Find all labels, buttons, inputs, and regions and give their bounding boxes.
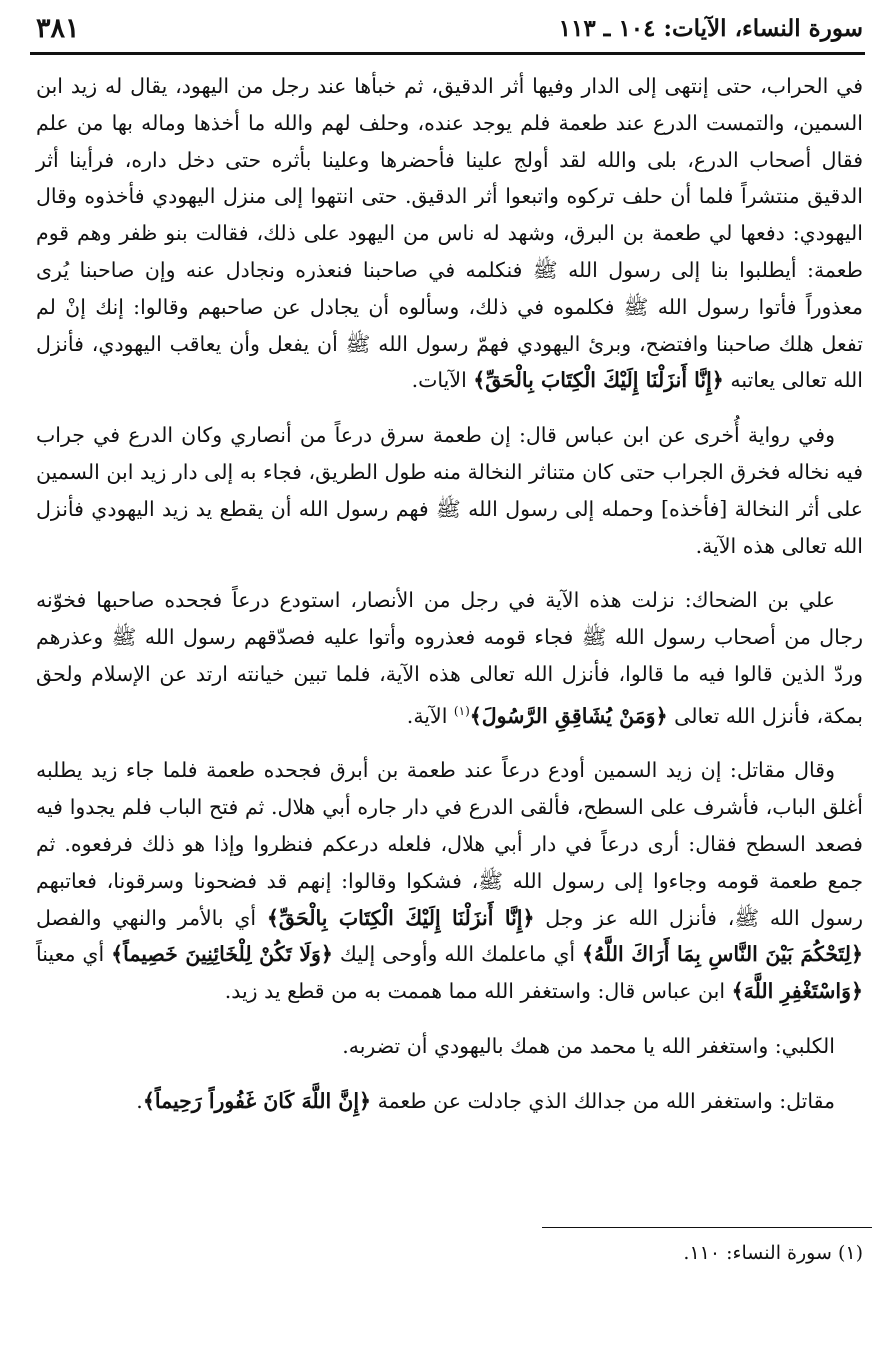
running-head: سورة النساء، الآيات: ١٠٤ ـ ١١٣ [558, 14, 863, 42]
footnote-rule [542, 1227, 872, 1228]
quran-quote: ﴿وَلَا تَكُنْ لِلْخَائِنِينَ خَصِيماً﴾ [111, 942, 333, 967]
quran-quote: ﴿لِتَحْكُمَ بَيْنَ النَّاسِ بِمَا أَرَاكَ اللَّهُ﴾ [582, 942, 864, 967]
text-span: الآيات. [411, 368, 474, 393]
main-text [36, 68, 863, 1120]
quran-quote: ﴿وَمَنْ يُشَاقِقِ الرَّسُولَ﴾ [469, 703, 668, 728]
text-span: الكلبي: واستغفر الله يا محمد من همك باليهودي أن تضربه. [342, 1033, 835, 1058]
text-span: وقال مقاتل: إن زيد السمين أودع درعاً عند طعمة بن أبرق فجحده طعمة فلما جاء زيد يطلبه أغلق الباب، فأشرف على السطح، فألقى الدرع في دار جاره أبي هلال. ثم فتح الباب فلم يجدوا فيه فصعد السطح فقال: أرى درعاً في دار أبي هلال، فلعله درعكم فنظروا وإذا هو ذلك فرفعوه. ثم جمع طعمة قومه وجاءوا إلى رسول الله ﷺ، فشكوا وقالوا: إنهم قد فضحونا وسرقونا، فعاتبهم رسول الله ﷺ، فأنزل الله عز وجل [36, 758, 863, 930]
text-span: علي بن الضحاك: نزلت هذه الآية في رجل من الأنصار، استودع درعاً فجحده صاحبها فخوّنه رجال من أصحاب رسول الله ﷺ فجاء قومه فعذروه وأتوا عليه فصدّقهم رسول الله ﷺ وعذرهم وردّ الذين قالوا فيه ما قالوا، فأنزل الله تعالى هذه الآية، فلما تبين خيانته ارتد عن الإسلام ولحق بمكة، فأنزل الله تعالى [36, 588, 863, 728]
footnote-ref: (١) [453, 703, 470, 718]
text-span: وفي رواية أُخرى عن ابن عباس قال: إن طعمة سرق درعاً من أنصاري وكان الدرع في جراب فيه نخاله فخرق الجراب حتى كان متناثر النخالة منه طول الطريق، فجاء به إلى دار زيد ابن السمين على أثر النخالة [فأخذه] وحمله إلى رسول الله ﷺ فهم رسول الله أن يقطع يد زيد اليهودي فأنزل الله تعالى هذه الآية. [36, 423, 863, 558]
footnote: (١) سورة النساء: ١١٠. [683, 1242, 863, 1264]
quran-quote: ﴿إِنَّ اللَّهَ كَانَ غَفُوراً رَحِيماً﴾ [142, 1088, 372, 1113]
text-span: الآية. [406, 703, 454, 728]
paragraph [36, 1028, 863, 1065]
page-header [36, 6, 863, 50]
text-span: في الحراب، حتى إنتهى إلى الدار وفيها أثر الدقيق، ثم خبأها عند رجل من اليهود، يقال له زيد ابن السمين، والتمست الدرع عند طعمة فلم يوجد عنده، وحلف لهم والله ما أخذها وماله بها من علم فقال أصحاب الدرع، بلى والله لقد أولج علينا فأحضرها وعلينا بأثره حتى دخل داره، فرأينا أثر الدقيق منتشراً فلما أن حلف تركوه واتبعوا أثر الدقيق. حتى انتهوا إلى منزل اليهودي فأخذوه وقال اليهودي: دفعها لي طعمة بن البرق، وشهد له ناس من اليهود على ذلك، فقالت بنو ظفر وهم قوم طعمة: أيطلبوا بنا إلى رسول الله ﷺ فنكلمه في صاحبنا فنعذره ونجادل عنه وإن صاحبنا يُرى معذوراً فأتوا رسول الله ﷺ فكلموه في ذلك، وسألوه أن يجادل عن صاحبهم وقالوا: إنك إنْ لم تفعل هلك صاحبنا وافتضح، وبرئ اليهودي فهمّ رسول الله ﷺ أن يفعل وأن يعاقب اليهودي، فأنزل الله تعالى يعاتبه [36, 74, 863, 393]
paragraph [36, 68, 863, 399]
quran-quote: ﴿إِنَّا أَنزَلْنَا إِلَيْكَ الْكِتَابَ بِالْحَقِّ﴾ [266, 905, 535, 930]
paragraph [36, 1083, 863, 1120]
header-rule [30, 52, 865, 55]
text-span: مقاتل: واستغفر الله من جدالك الذي جادلت عن طعمة [371, 1088, 835, 1113]
quran-quote: ﴿إِنَّا أَنزَلْنَا إِلَيْكَ الْكِتَابَ بِالْحَقِّ﴾ [473, 368, 724, 393]
page-number: ٣٨١ [36, 12, 80, 44]
paragraph [36, 417, 863, 564]
paragraph [36, 582, 863, 734]
text-span: أي معيناً [36, 942, 112, 967]
quran-quote: ﴿وَاسْتَغْفِرِ اللَّهَ﴾ [731, 979, 863, 1004]
text-span: ابن عباس قال: واستغفر الله مما هممت به من قطع يد زيد. [224, 979, 732, 1004]
paragraph [36, 752, 863, 1010]
text-span: أي ماعلمك الله وأوحى إليك [332, 942, 582, 967]
text-span: أي بالأمر والنهي والفصل [36, 905, 267, 930]
text-span: . [136, 1088, 143, 1113]
